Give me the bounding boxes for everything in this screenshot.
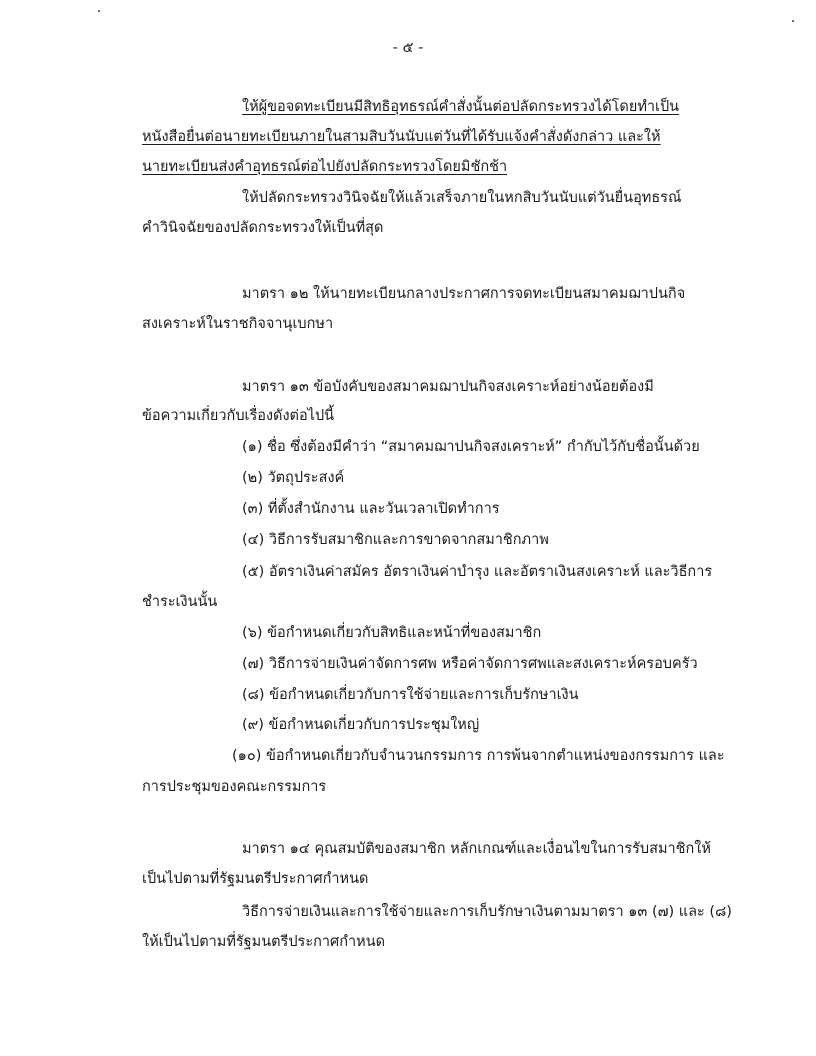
section13-item-1: (๑) ชื่อ ซึ่งต้องมีคำว่า “สมาคมฌาปนกิจสงเคราะห์” กำกับไว้กับชื่อนั้นด้วย [242, 439, 700, 455]
section13-item-4: (๔) วิธีการรับสมาชิกและการขาดจากสมาชิกภาพ [242, 532, 549, 548]
section13-item-10: (๑๐) ข้อกำหนดเกี่ยวกับจำนวนกรรมการ การพ้นจากตำแหน่งของกรรมการ และ [232, 748, 725, 764]
section13-item-7: (๗) วิธีการจ่ายเงินค่าจัดการศพ หรือค่าจัดการศพและสงเคราะห์ครอบครัว [242, 656, 698, 672]
section14-line2: เป็นไปตามที่รัฐมนตรีประกาศกำหนด [142, 871, 369, 887]
section13-item-8: (๘) ข้อกำหนดเกี่ยวกับการใช้จ่ายและการเก็บรักษาเงิน [242, 687, 579, 703]
scan-speck [792, 20, 794, 22]
section13-item-9: (๙) ข้อกำหนดเกี่ยวกับการประชุมใหญ่ [242, 717, 480, 733]
section13-line2: ข้อความเกี่ยวกับเรื่องดังต่อไปนี้ [142, 408, 335, 424]
section13-item-6: (๖) ข้อกำหนดเกี่ยวกับสิทธิและหน้าที่ของสมาชิก [242, 625, 542, 641]
para2-line1: ให้ปลัดกระทรวงวินิจฉัยให้แล้วเสร็จภายในหกสิบวันนับแต่วันยื่นอุทธรณ์ [242, 190, 682, 206]
section14-line1: มาตรา ๑๔ คุณสมบัติของสมาชิก หลักเกณฑ์และเงื่อนไขในการรับสมาชิกให้ [242, 841, 711, 857]
section13-item-5: (๕) อัตราเงินค่าสมัคร อัตราเงินค่าบำรุง และอัตราเงินสงเคราะห์ และวิธีการ [242, 564, 713, 580]
section13-item-5-cont: ชำระเงินนั้น [142, 594, 218, 610]
para2-line2: คำวินิจฉัยของปลัดกระทรวงให้เป็นที่สุด [142, 220, 384, 236]
section13-item-3: (๓) ที่ตั้งสำนักงาน และวันเวลาเปิดทำการ [242, 501, 500, 517]
section14-line3: วิธีการจ่ายเงินและการใช้จ่ายและการเก็บรักษาเงินตามมาตรา ๑๓ (๗) และ (๘) [242, 904, 732, 920]
section12-line1: มาตรา ๑๒ ให้นายทะเบียนกลางประกาศการจดทะเบียนสมาคมฌาปนกิจ [242, 286, 686, 302]
scan-speck [98, 10, 100, 12]
para1-line1: ให้ผู้ขอจดทะเบียนมีสิทธิอุทธรณ์คำสั่งนั้นต่อปลัดกระทรวงได้โดยทำเป็น [242, 99, 680, 115]
section13-item-10-cont: การประชุมของคณะกรรมการ [142, 779, 327, 795]
para1-line3: นายทะเบียนส่งคำอุทธรณ์ต่อไปยังปลัดกระทรวงโดยมิชักช้า [142, 159, 508, 175]
section12-line2: สงเคราะห์ในราชกิจจานุเบกษา [142, 316, 334, 332]
section14-line4: ให้เป็นไปตามที่รัฐมนตรีประกาศกำหนด [142, 934, 386, 950]
section13-line1: มาตรา ๑๓ ข้อบังคับของสมาคมฌาปนกิจสงเคราะห์อย่างน้อยต้องมี [242, 379, 654, 395]
para1-line2: หนังสือยื่นต่อนายทะเบียนภายในสามสิบวันนับแต่วันที่ได้รับแจ้งคำสั่งดังกล่าว และให้ [142, 129, 661, 145]
section13-item-2: (๒) วัตถุประสงค์ [242, 470, 345, 486]
page-number: - ๕ - [392, 40, 424, 56]
